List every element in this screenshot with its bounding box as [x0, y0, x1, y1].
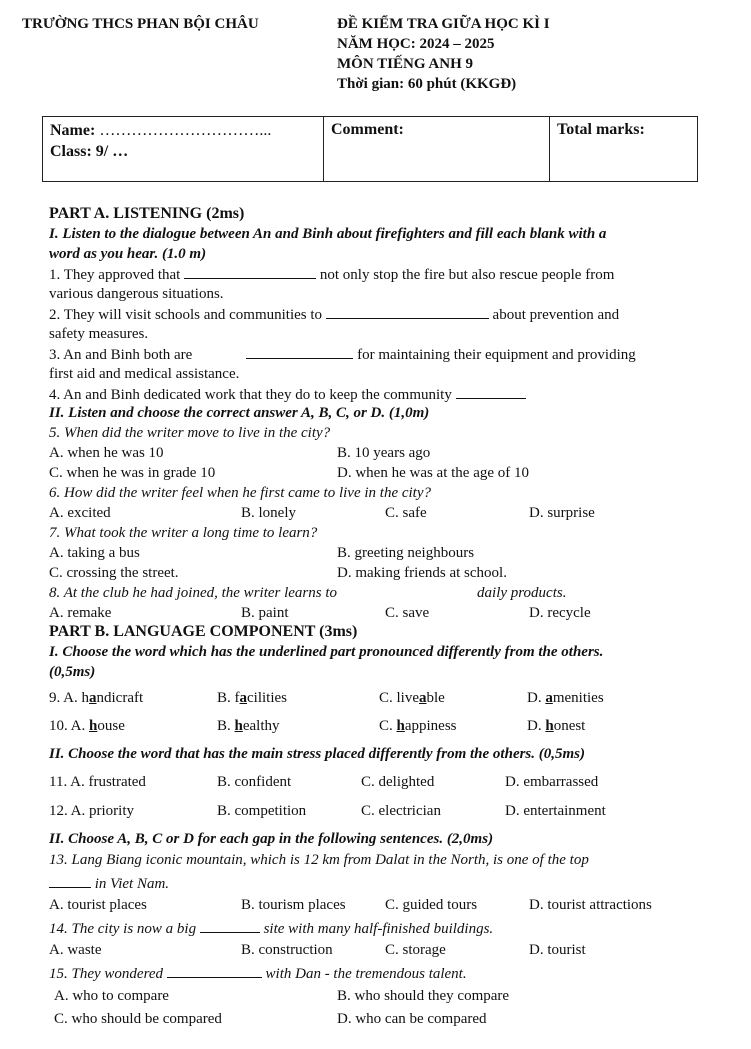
q10-option-b[interactable]: B. healthy: [217, 718, 280, 734]
q3-blank[interactable]: [246, 344, 353, 359]
q7-option-a[interactable]: A. taking a bus: [49, 545, 140, 561]
q7-option-b[interactable]: B. greeting neighbours: [337, 545, 475, 561]
q11-option-a[interactable]: 11. A. frustrated: [49, 774, 146, 790]
part-b-sec1-instruction-1: I. Choose the word which has the underlined part pronounced differently from the others.: [49, 644, 604, 660]
q13-option-b[interactable]: B. tourism places: [241, 897, 346, 913]
question-13-line-1: 13. Lang Biang iconic mountain, which is 12 km from Dalat in the North, is one of the top: [49, 852, 589, 868]
exam-time: Thời gian: 60 phút (KKGĐ): [337, 76, 517, 92]
q14-option-a[interactable]: A. waste: [49, 942, 102, 958]
q13-option-d[interactable]: D. tourist attractions: [529, 897, 652, 913]
class-label: Class: 9/ …: [50, 143, 129, 160]
total-marks-label: Total marks:: [557, 121, 645, 138]
q15-option-d[interactable]: D. who can be compared: [337, 1011, 487, 1027]
part-b-title: PART B. LANGUAGE COMPONENT (3ms): [49, 623, 358, 640]
q14-option-d[interactable]: D. tourist: [529, 942, 586, 958]
exam-title: ĐỀ KIỂM TRA GIỮA HỌC KÌ I: [337, 16, 550, 32]
q3-text-c: first aid and medical assistance.: [49, 366, 240, 382]
q1-blank[interactable]: [184, 264, 316, 279]
q9-option-b[interactable]: B. facilities: [217, 690, 287, 706]
q14-option-c[interactable]: C. storage: [385, 942, 446, 958]
q12-option-c[interactable]: C. electrician: [361, 803, 441, 819]
q8-option-d[interactable]: D. recycle: [529, 605, 591, 621]
question-8: [49, 583, 566, 603]
q15-option-a[interactable]: A. who to compare: [54, 988, 169, 1004]
q12-option-d[interactable]: D. entertainment: [505, 803, 606, 819]
q2-blank[interactable]: [326, 304, 489, 319]
comment-cell[interactable]: [324, 117, 550, 181]
name-label: Name:: [50, 122, 100, 139]
q7-option-c[interactable]: C. crossing the street.: [49, 565, 179, 581]
q2-text-c: safety measures.: [49, 326, 149, 342]
school-year: NĂM HỌC: 2024 – 2025: [337, 36, 495, 52]
q1-text-b: not only stop the fire but also rescue people from: [316, 267, 615, 283]
part-a-sec1-instruction-1: I. Listen to the dialogue between An and Binh about firefighters and fill each blank with a: [49, 226, 607, 242]
question-1: [49, 264, 614, 285]
question-4: [49, 384, 526, 405]
q15-text-a: 15. They wondered: [49, 966, 167, 982]
q14-text-a: 14. The city is now a big: [49, 921, 200, 937]
q9-option-c[interactable]: C. liveable: [379, 690, 445, 706]
question-5: 5. When did the writer move to live in the city?: [49, 425, 331, 441]
q12-option-b[interactable]: B. competition: [217, 803, 307, 819]
q5-option-a[interactable]: A. when he was 10: [49, 445, 164, 461]
question-6: 6. How did the writer feel when he first came to live in the city?: [49, 485, 432, 501]
exam-header: [337, 14, 550, 94]
question-3: [49, 344, 636, 365]
name-class-cell[interactable]: [43, 117, 324, 181]
q1-text-c: various dangerous situations.: [49, 286, 224, 302]
q5-option-d[interactable]: D. when he was at the age of 10: [337, 465, 530, 481]
q8-text-b: daily products.: [477, 585, 567, 601]
question-15: [49, 963, 467, 984]
q6-option-c[interactable]: C. safe: [385, 505, 427, 521]
q4-text-a: 4. An and Binh dedicated work that they do to keep the community: [49, 387, 456, 403]
q10-option-a[interactable]: 10. A. house: [49, 718, 125, 734]
q9-option-d[interactable]: D. amenities: [527, 690, 604, 706]
q15-option-c[interactable]: C. who should be compared: [54, 1011, 222, 1027]
q15-option-b[interactable]: B. who should they compare: [337, 988, 510, 1004]
q6-option-a[interactable]: A. excited: [49, 505, 111, 521]
part-a-sec2-instruction: II. Listen and choose the correct answer A, B, C, or D. (1,0m): [49, 405, 430, 421]
q14-text-b: site with many half-finished buildings.: [259, 921, 494, 937]
q5-option-b[interactable]: B. 10 years ago: [337, 445, 431, 461]
q10-option-c[interactable]: C. happiness: [379, 718, 457, 734]
student-info-table: [42, 116, 698, 182]
q2-text-b: about prevention and: [488, 307, 620, 323]
q8-option-c[interactable]: C. save: [385, 605, 430, 621]
q4-blank[interactable]: [456, 384, 526, 399]
q13-option-c[interactable]: C. guided tours: [385, 897, 478, 913]
comment-label: Comment:: [331, 121, 404, 138]
part-a-sec1-instruction-2: word as you hear. (1.0 m): [49, 246, 207, 262]
school-name: TRƯỜNG THCS PHAN BỘI CHÂU: [22, 16, 259, 32]
q12-option-a[interactable]: 12. A. priority: [49, 803, 134, 819]
q8-text-a: 8. At the club he had joined, the writer learns to: [49, 585, 338, 601]
part-a-title: PART A. LISTENING (2ms): [49, 205, 245, 222]
q15-blank[interactable]: [167, 963, 262, 978]
q13-text-b: in Viet Nam.: [91, 876, 170, 892]
subject: MÔN TIẾNG ANH 9: [337, 56, 473, 72]
q13-blank[interactable]: [49, 873, 91, 888]
q14-option-b[interactable]: B. construction: [241, 942, 333, 958]
question-2: [49, 304, 619, 325]
q10-option-d[interactable]: D. honest: [527, 718, 586, 734]
q8-option-a[interactable]: A. remake: [49, 605, 112, 621]
q8-option-b[interactable]: B. paint: [241, 605, 289, 621]
q9-option-a[interactable]: 9. A. handicraft: [49, 690, 144, 706]
q3-text-a: 3. An and Binh both are: [49, 347, 193, 363]
q6-option-d[interactable]: D. surprise: [529, 505, 595, 521]
q13-option-a[interactable]: A. tourist places: [49, 897, 147, 913]
q15-text-b: with Dan - the tremendous talent.: [261, 966, 467, 982]
q11-option-d[interactable]: D. embarrassed: [505, 774, 599, 790]
question-7: 7. What took the writer a long time to learn?: [49, 525, 318, 541]
q7-option-d[interactable]: D. making friends at school.: [337, 565, 507, 581]
q1-text-a: 1. They approved that: [49, 267, 185, 283]
q14-blank[interactable]: [200, 918, 260, 933]
q11-option-c[interactable]: C. delighted: [361, 774, 435, 790]
total-marks-cell[interactable]: [550, 117, 697, 181]
q2-text-a: 2. They will visit schools and communities to: [49, 307, 326, 323]
part-b-sec1-instruction-2: (0,5ms): [49, 664, 96, 680]
q3-text-b: for maintaining their equipment and providing: [353, 347, 636, 363]
name-dots: …………………………...: [99, 122, 272, 139]
q11-option-b[interactable]: B. confident: [217, 774, 292, 790]
q5-option-c[interactable]: C. when he was in grade 10: [49, 465, 216, 481]
question-14: [49, 918, 493, 939]
q6-option-b[interactable]: B. lonely: [241, 505, 296, 521]
part-b-sec2-instruction: II. Choose the word that has the main stress placed differently from the others. (0,5ms): [49, 746, 586, 762]
part-b-sec3-instruction: II. Choose A, B, C or D for each gap in the following sentences. (2,0ms): [49, 831, 494, 847]
question-13-line-2: [49, 873, 169, 894]
